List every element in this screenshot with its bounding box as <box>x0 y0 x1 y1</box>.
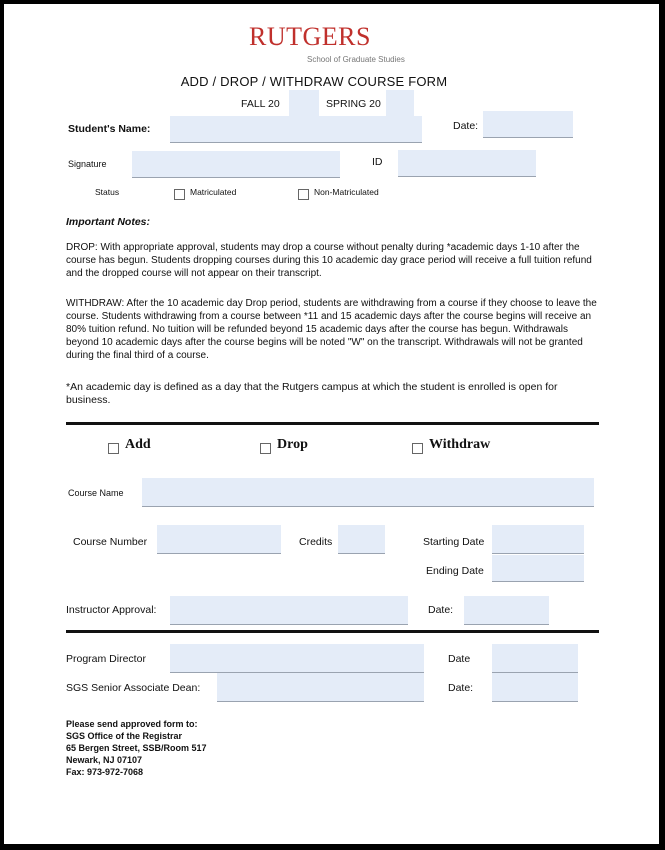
status-label: Status <box>95 187 120 197</box>
address-line-2: SGS Office of the Registrar <box>66 731 183 741</box>
id-label: ID <box>372 156 383 168</box>
notes-heading: Important Notes: <box>66 216 150 228</box>
course-name-field[interactable] <box>142 478 594 507</box>
dean-label: SGS Senior Associate Dean: <box>66 682 201 694</box>
credits-label: Credits <box>299 536 333 548</box>
withdraw-note: WITHDRAW: After the 10 academic day Drop period, students are withdrawing from a course if they choose to leave the course. Students withdrawing from a course between *11 and 15 academic days after the course begins will receive an 80% tuition refund. No tuition will be refunded beyond 15 academic days after the course has begun. Withdrawals beyond 10 academic days after the course begins will be noted "W" on the transcript. Withdrawals will not be granted during the final third of a course. <box>66 298 597 361</box>
logo-subtitle: School of Graduate Studies <box>307 55 405 64</box>
address-block <box>66 718 207 778</box>
program-director-label: Program Director <box>66 653 146 665</box>
address-line-5: Fax: 973-972-7068 <box>66 767 144 777</box>
form-page <box>4 4 659 844</box>
student-name-label: Student's Name: <box>68 123 151 135</box>
signature-field[interactable] <box>132 151 340 178</box>
matriculated-label: Matriculated <box>190 187 237 197</box>
program-director-date-field[interactable] <box>492 644 578 673</box>
form-title: ADD / DROP / WITHDRAW COURSE FORM <box>180 74 448 89</box>
non-matriculated-checkbox[interactable] <box>298 189 309 200</box>
program-director-date-label: Date <box>448 653 471 665</box>
date-field[interactable] <box>483 111 573 138</box>
spring-year-field[interactable] <box>386 90 414 117</box>
program-director-field[interactable] <box>170 644 424 673</box>
non-matriculated-label: Non-Matriculated <box>314 187 379 197</box>
date-label: Date: <box>453 120 479 132</box>
instructor-date-label: Date: <box>428 604 454 616</box>
matriculated-checkbox[interactable] <box>174 189 185 200</box>
fall-label: FALL 20 <box>241 98 280 110</box>
fall-year-field[interactable] <box>289 90 319 117</box>
spring-label: SPRING 20 <box>326 98 381 110</box>
credits-field[interactable] <box>338 525 385 554</box>
starting-date-field[interactable] <box>492 525 584 554</box>
dean-field[interactable] <box>217 673 424 702</box>
section-divider-bottom <box>66 630 599 633</box>
dean-date-field[interactable] <box>492 673 578 702</box>
address-line-4: Newark, NJ 07107 <box>66 755 143 765</box>
withdraw-label: Withdraw <box>429 437 491 452</box>
academic-day-note: *An academic day is defined as a day that the Rutgers campus at which the student is enrolled is open for business. <box>66 381 558 406</box>
instructor-approval-field[interactable] <box>170 596 408 625</box>
drop-label: Drop <box>277 437 308 452</box>
ending-date-field[interactable] <box>492 555 584 582</box>
course-name-label: Course Name <box>68 488 124 498</box>
starting-date-label: Starting Date <box>423 536 485 548</box>
add-label: Add <box>125 437 151 452</box>
address-line-3: 65 Bergen Street, SSB/Room 517 <box>66 743 207 753</box>
dean-date-label: Date: <box>448 682 474 694</box>
instructor-approval-label: Instructor Approval: <box>66 604 157 616</box>
add-checkbox[interactable] <box>108 443 119 454</box>
course-number-label: Course Number <box>73 536 148 548</box>
ending-date-label: Ending Date <box>426 565 484 577</box>
rutgers-logo: RUTGERS <box>249 22 371 51</box>
id-field[interactable] <box>398 150 536 177</box>
drop-note: DROP: With appropriate approval, students may drop a course without penalty during *academic days 1-10 after the course has begun. Students dropping courses during this 10 academic day grace period will receive a full tuition refund and the dropped course will not appear on their transcript. <box>66 242 592 279</box>
address-line-1: Please send approved form to: <box>66 719 198 729</box>
student-name-field[interactable] <box>170 116 422 143</box>
drop-checkbox[interactable] <box>260 443 271 454</box>
withdraw-checkbox[interactable] <box>412 443 423 454</box>
course-number-field[interactable] <box>157 525 281 554</box>
instructor-date-field[interactable] <box>464 596 549 625</box>
signature-label: Signature <box>68 159 107 169</box>
section-divider-top <box>66 422 599 425</box>
